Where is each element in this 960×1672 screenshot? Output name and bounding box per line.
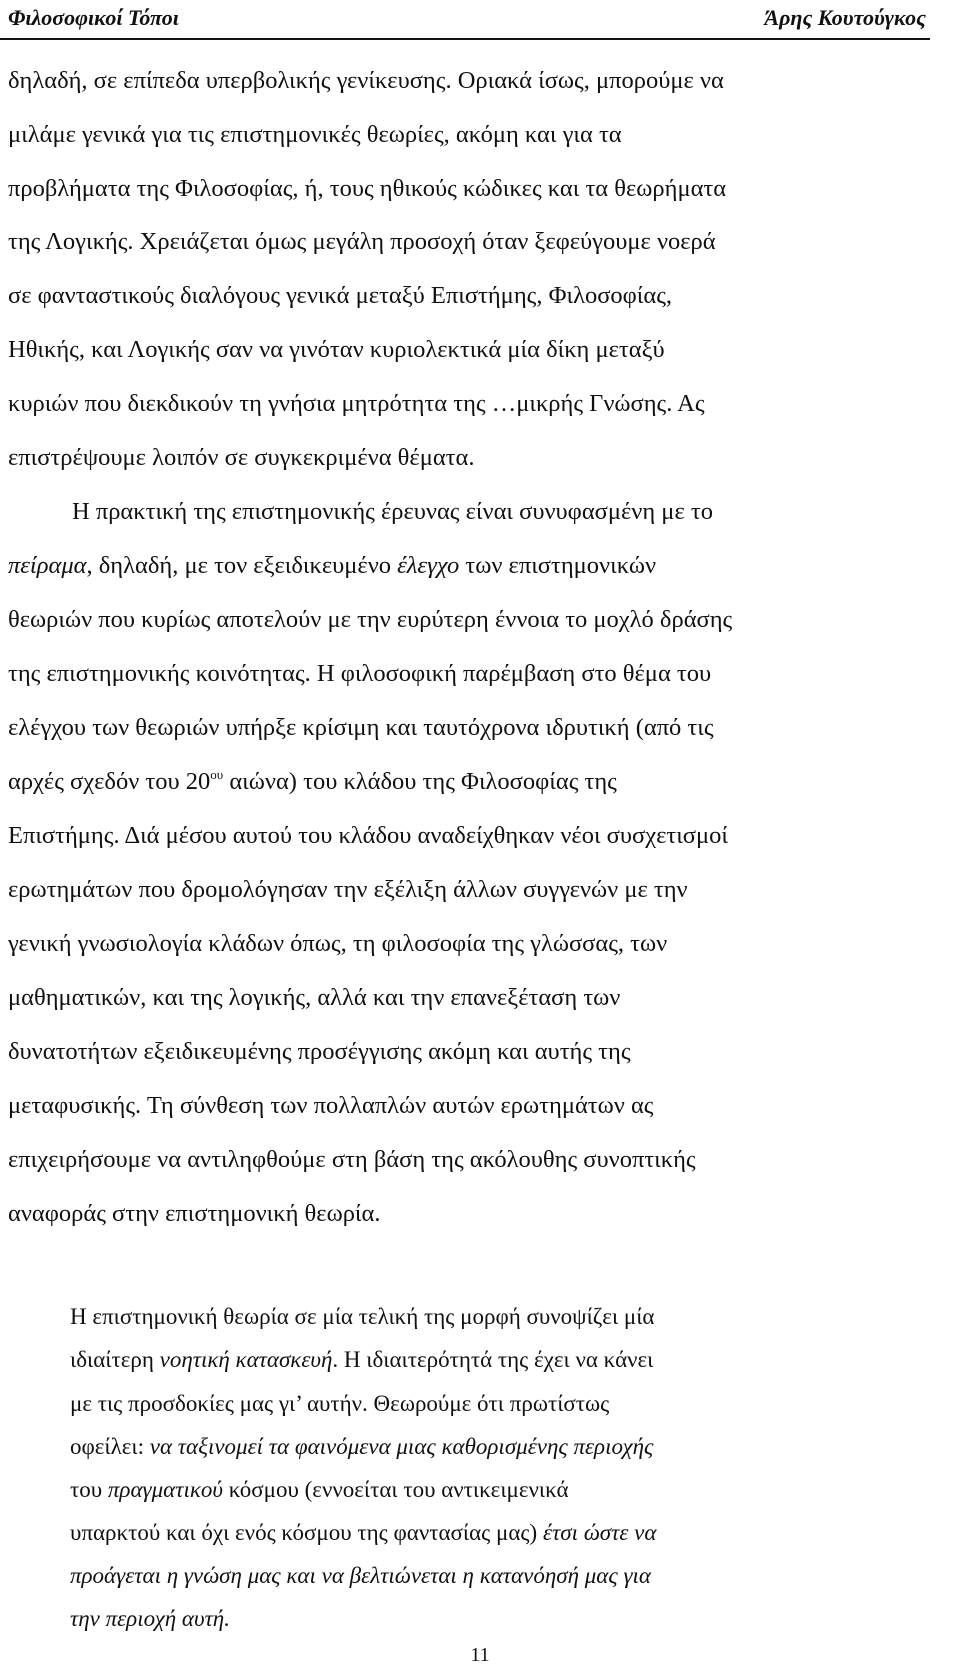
- italic-phrase: την περιοχή αυτή.: [70, 1606, 230, 1631]
- text-line: μαθηματικών, και της λογικής, αλλά και την επανεξέταση των: [8, 984, 621, 1011]
- text-line: ερωτημάτων που δρομολόγησαν την εξέλιξη άλλων συγγενών με την: [8, 876, 688, 903]
- text-line: της επιστημονικής κοινότητας. Η φιλοσοφική παρέμβαση στο θέμα του: [8, 660, 712, 687]
- text-line: σε φανταστικούς διαλόγους γενικά μεταξύ Επιστήμης, Φιλοσοφίας,: [8, 282, 673, 309]
- text-line: θεωριών που κυρίως αποτελούν με την ευρύτερη έννοια το μοχλό δράσης: [8, 606, 733, 633]
- text-line: αρχές σχεδόν του $20^{o\upsilon}$ αιώνα) του κλάδου της Φιλοσοφίας της: [8, 767, 617, 795]
- italic-phrase: νοητική κατασκευή: [159, 1347, 333, 1372]
- quote-line: Η επιστημονική θεωρία σε μία τελική της μορφή συνοψίζει μία: [70, 1304, 655, 1329]
- header-rule: [0, 38, 930, 40]
- quote-line: ιδιαίτερη νοητική κατασκευή. Η ιδιαιτερότητά της έχει να κάνει: [70, 1347, 654, 1372]
- quote-line: [70, 1604, 230, 1634]
- page-number: 11: [470, 1644, 490, 1666]
- italic-term-peirama: πείραμα: [8, 552, 87, 579]
- italic-phrase: προάγεται η γνώση μας και να βελτιώνεται η κατανόησή μας για: [70, 1563, 651, 1588]
- text-line: πείραμα, δηλαδή, με τον εξειδικευμένο έλεγχο των επιστημονικών: [8, 552, 657, 579]
- text-line: δηλαδή, σε επίπεδα υπερβολικής γενίκευσης. Οριακά ίσως, μπορούμε να: [8, 67, 724, 94]
- text-line: της Λογικής. Χρειάζεται όμως μεγάλη προσοχή όταν ξεφεύγουμε νοερά: [8, 228, 716, 255]
- header-author: Άρης Κουτούγκος: [764, 5, 926, 30]
- text-line: επιστρέψουμε λοιπόν σε συγκεκριμένα θέματα.: [8, 444, 475, 471]
- text-line: αναφοράς στην επιστημονική θεωρία.: [8, 1200, 381, 1227]
- text-line: επιχειρήσουμε να αντιληφθούμε στη βάση της ακόλουθης συνοπτικής: [8, 1146, 696, 1173]
- italic-phrase: πραγματικού: [107, 1477, 223, 1502]
- quote-line: του πραγματικού κόσμου (εννοείται του αντικειμενικά: [70, 1477, 569, 1502]
- text-line: μιλάμε γενικά για τις επιστημονικές θεωρίες, ακόμη και για τα: [8, 121, 622, 148]
- text-line: Ηθικής, και Λογικής σαν να γινόταν κυριολεκτικά μία δίκη μεταξύ: [8, 336, 665, 363]
- text-line: Επιστήμης. Διά μέσου αυτού του κλάδου αναδείχθηκαν νέοι συσχετισμοί: [8, 822, 728, 849]
- quote-line: υπαρκτού και όχι ενός κόσμου της φαντασίας μας) έτσι ώστε να: [70, 1520, 657, 1545]
- quote-line: με τις προσδοκίες μας γι’ αυτήν. Θεωρούμε ότι πρωτίστως: [70, 1391, 610, 1416]
- italic-term-elegcho: έλεγχο: [397, 552, 460, 579]
- quote-line: [70, 1561, 651, 1591]
- paragraph-first-line: Η πρακτική της επιστημονικής έρευνας είναι συνυφασμένη με το: [72, 498, 713, 525]
- ordinal-superscript: ου: [210, 767, 224, 782]
- header-journal-title: Φιλοσοφικοί Τόποι: [8, 5, 179, 30]
- italic-phrase: να ταξινομεί τα φαινόμενα μιας καθορισμένης περιοχής: [149, 1434, 654, 1459]
- text-line: προβλήματα της Φιλοσοφίας, ή, τους ηθικούς κώδικες και τα θεωρήματα: [8, 175, 727, 202]
- text-line: γενική γνωσιολογία κλάδων όπως, τη φιλοσοφία της γλώσσας, των: [8, 930, 668, 957]
- text-line: κυριών που διεκδικούν τη γνήσια μητρότητα της …μικρής Γνώσης. Ας: [8, 390, 705, 417]
- text-line: ελέγχου των θεωριών υπήρξε κρίσιμη και ταυτόχρονα ιδρυτική (από τις: [8, 714, 714, 741]
- text-line: δυνατοτήτων εξειδικευμένης προσέγγισης ακόμη και αυτής της: [8, 1038, 631, 1065]
- running-header: [0, 2, 960, 38]
- italic-phrase: έτσι ώστε να: [542, 1520, 657, 1545]
- text-line: μεταφυσικής. Τη σύνθεση των πολλαπλών αυτών ερωτημάτων ας: [8, 1092, 654, 1119]
- quote-line: οφείλει: να ταξινομεί τα φαινόμενα μιας καθορισμένης περιοχής: [70, 1434, 654, 1459]
